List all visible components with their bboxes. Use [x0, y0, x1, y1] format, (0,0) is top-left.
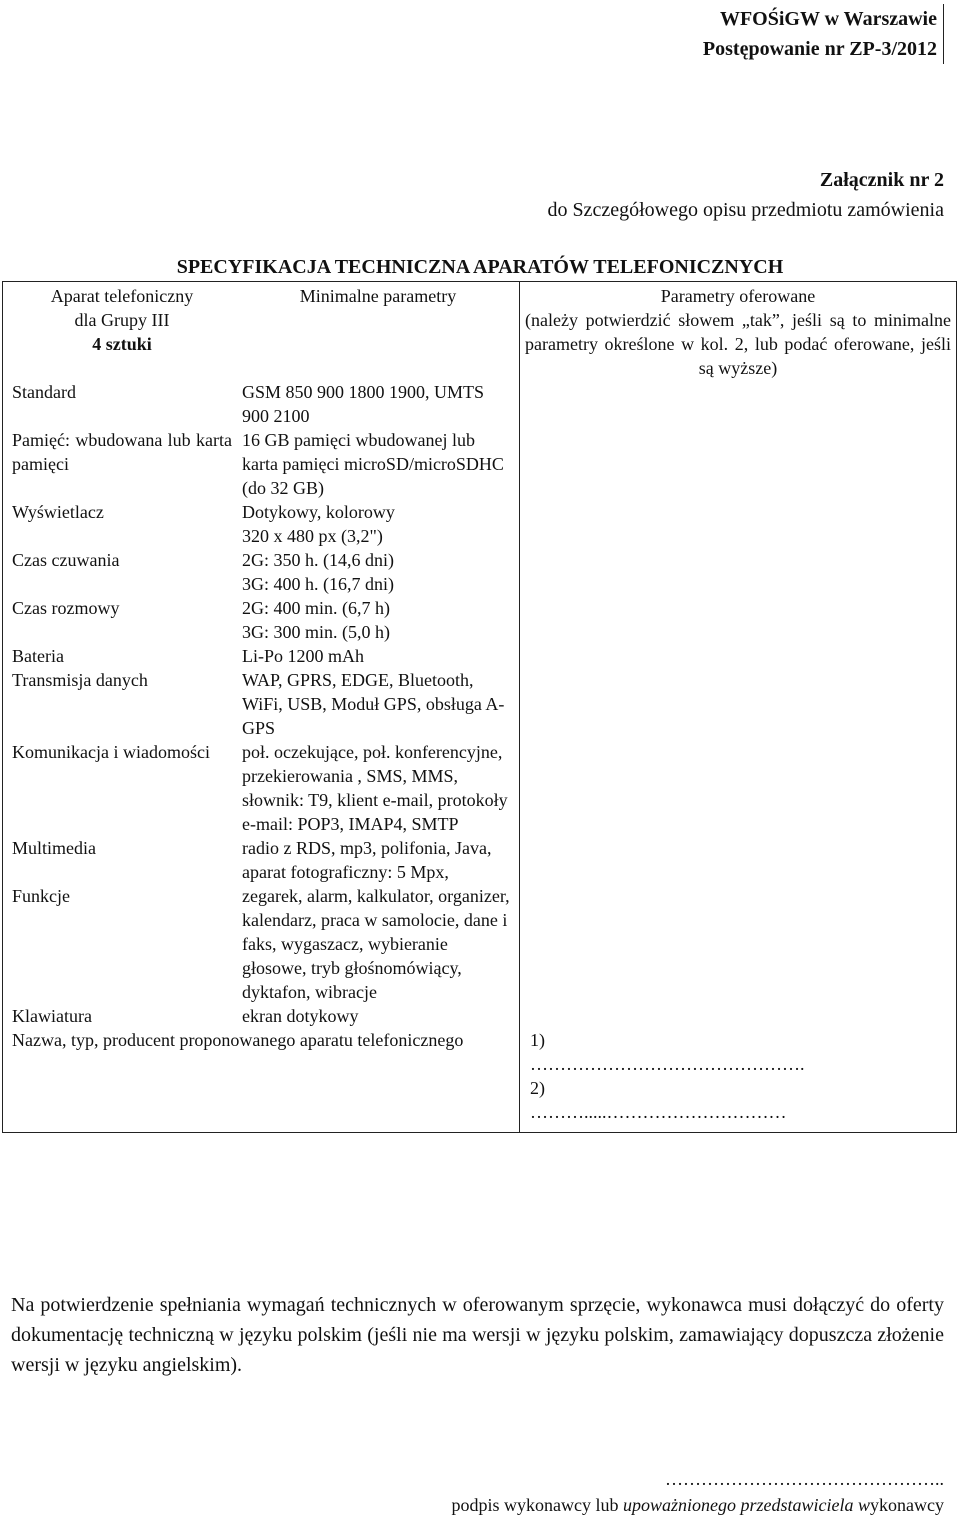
table-row: Czas czuwania 2G: 350 h. (14,6 dni) 3G: 400 h. (16,7 dni): [3, 548, 957, 596]
offered-value-cell[interactable]: [520, 500, 957, 548]
signature-label: podpis wykonawcy lub upoważnionego przedstawiciela wykonawcy: [451, 1495, 944, 1515]
offered-value-cell[interactable]: [520, 596, 957, 644]
table-row: Standard GSM 850 900 1800 1900, UMTS 900 2100: [3, 380, 957, 428]
table-row: Czas rozmowy 2G: 400 min. (6,7 h) 3G: 300 min. (5,0 h): [3, 596, 957, 644]
footer-paragraph: Na potwierdzenie spełniania wymagań technicznych w oferowanym sprzęcie, wykonawca musi dołączyć do oferty dokumentację techniczną w języku polskim (jeśli nie ma wersji w języku polskim, zamawiający dopuszcza złożenie wersji w języku angielskim).: [11, 1294, 944, 1376]
table-row: Funkcje zegarek, alarm, kalkulator, organizer, kalendarz, praca w samolocie, dane i faks, wygaszacz, wybieranie głosowe, tryb głośnomówiący, dyktafon, wibracje: [3, 884, 957, 1004]
device-name-entry[interactable]: 1) ………………………………………. 2) ……….....…………………………: [520, 1028, 957, 1133]
table-row: Multimedia radio z RDS, mp3, polifonia, Java, aparat fotograficzny: 5 Mpx,: [3, 836, 957, 884]
attachment-block: [547, 165, 944, 225]
offered-value-cell[interactable]: [520, 836, 957, 884]
offered-value-cell[interactable]: [520, 740, 957, 836]
offered-value-cell[interactable]: [520, 668, 957, 740]
attachment-title: Załącznik nr 2: [819, 169, 944, 191]
institution-name: WFOŚiGW w Warszawie: [719, 8, 937, 30]
offered-value-cell[interactable]: [520, 644, 957, 668]
offered-value-cell[interactable]: [520, 380, 957, 428]
header-col3: Parametry oferowane (należy potwierdzić słowem „tak”, jeśli są to minimalne parametry określone w kol. 2, lub podać oferowane, jeśli są wyższe): [520, 282, 957, 381]
offered-value-cell[interactable]: [520, 884, 957, 1004]
offered-value-cell[interactable]: [520, 548, 957, 596]
device-name-row: Nazwa, typ, producent proponowanego aparatu telefonicznego 1) ………………………………………. 2) ……….....…………………………: [3, 1028, 957, 1133]
table-row: Bateria Li-Po 1200 mAh: [3, 644, 957, 668]
header-col1: Aparat telefoniczny dla Grupy III 4 sztuki: [3, 282, 238, 381]
document-header: [703, 4, 944, 64]
offered-value-cell[interactable]: [520, 428, 957, 500]
table-row: Wyświetlacz Dotykowy, kolorowy 320 x 480 px (3,2"): [3, 500, 957, 548]
spec-table: [2, 281, 957, 1133]
table-row: Klawiatura ekran dotykowy: [3, 1004, 957, 1028]
table-header-row: [3, 282, 957, 381]
signature-dots: ………………………………………..: [665, 1469, 944, 1489]
procedure-number: Postępowanie nr ZP-3/2012: [702, 38, 937, 60]
table-row: Transmisja danych WAP, GPRS, EDGE, Bluetooth, WiFi, USB, Moduł GPS, obsługa A-GPS: [3, 668, 957, 740]
table-row: Pamięć: wbudowana lub karta pamięci 16 GB pamięci wbudowanej lub karta pamięci microSD/microSDHC (do 32 GB): [3, 428, 957, 500]
header-col2: Minimalne parametry: [237, 282, 520, 381]
attachment-subtitle: do Szczegółowego opisu przedmiotu zamówienia: [547, 199, 944, 221]
spec-title: SPECYFIKACJA TECHNICZNA APARATÓW TELEFONICZNYCH: [176, 256, 784, 278]
offered-value-cell[interactable]: [520, 1004, 957, 1028]
table-row: Komunikacja i wiadomości poł. oczekujące, poł. konferencyjne, przekierowania , SMS, MMS, słownik: T9, klient e-mail, protokoły e-mail: POP3, IMAP4, SMTP: [3, 740, 957, 836]
signature-block: [452, 1466, 944, 1518]
